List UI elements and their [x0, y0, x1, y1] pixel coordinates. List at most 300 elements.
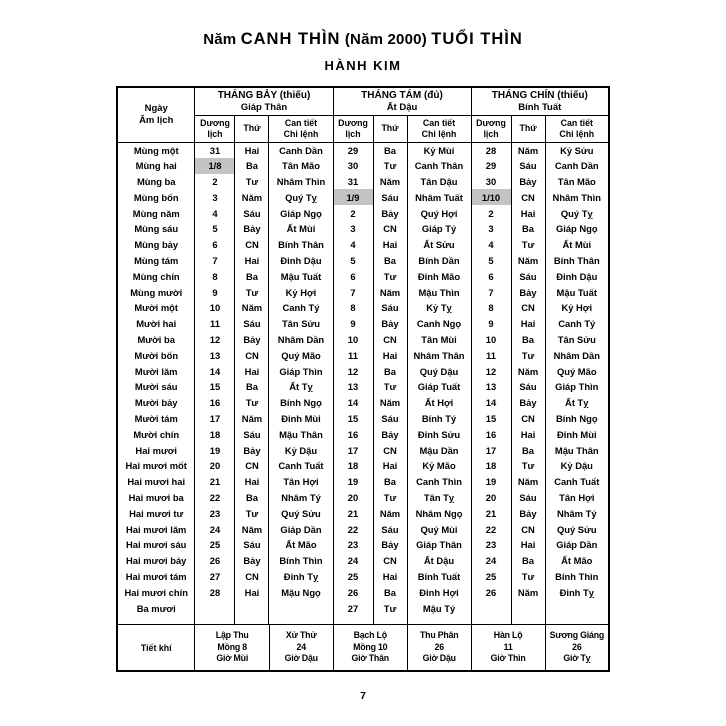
- canchi-cell: Đinh Dậu: [269, 253, 333, 269]
- tiet-khi-entry: Xử Thử 24 Giờ Dậu: [269, 625, 333, 670]
- weekday-cell: Bảy: [373, 316, 407, 332]
- weekday-cell: Tư: [235, 174, 269, 190]
- canchi-cell: Giáp Ngọ: [545, 221, 609, 237]
- canchi-cell: Giáp Ngọ: [269, 205, 333, 221]
- solar-date-cell: 16: [333, 426, 373, 442]
- solar-date-cell: 10: [471, 332, 511, 348]
- weekday-cell: Sáu: [235, 316, 269, 332]
- lunar-day-label: Mùng hai: [135, 160, 177, 172]
- solar-date-cell: 1/10: [471, 189, 511, 205]
- canchi-cell: Kỷ Hợi: [269, 284, 333, 300]
- solar-date-cell: 17: [333, 442, 373, 458]
- lunar-day-label: Mùng một: [133, 144, 179, 156]
- canchi-cell: Canh Tý: [269, 300, 333, 316]
- canchi-cell: Kỷ Tỵ: [407, 300, 471, 316]
- month-header: [195, 87, 333, 115]
- solar-date-cell: 9: [471, 316, 511, 332]
- table-row: [117, 426, 609, 442]
- weekday-cell: Tư: [373, 379, 407, 395]
- solar-date-cell: 12: [471, 363, 511, 379]
- solar-date-cell: 21: [471, 505, 511, 521]
- table-row: [117, 458, 609, 474]
- table-row: [117, 600, 609, 616]
- page-subtitle: HÀNH KIM: [324, 58, 402, 73]
- lunar-day-label: Mười bảy: [134, 397, 178, 409]
- solar-date-cell: 29: [333, 142, 373, 158]
- tiet-khi-entry: Bạch Lộ Mồng 10 Giờ Thân: [351, 630, 389, 664]
- canchi-cell: Tân Hợi: [269, 474, 333, 490]
- canchi-cell: Ất Mão: [269, 537, 333, 553]
- weekday-cell: Tư: [373, 490, 407, 506]
- tiet-khi-cell: [333, 625, 471, 671]
- solar-date-cell: 13: [333, 379, 373, 395]
- canchi-cell: Mậu Dần: [407, 442, 471, 458]
- tiet-khi-row: [117, 625, 609, 671]
- lunar-day-label: Mùng năm: [132, 207, 180, 219]
- canchi-cell: Bính Tuất: [407, 569, 471, 585]
- tiet-khi-cell: [195, 625, 333, 671]
- canchi-cell: Canh Ngọ: [407, 316, 471, 332]
- month-header: [471, 87, 609, 115]
- lunar-day-label: Mùng sáu: [134, 223, 179, 235]
- lunar-day-label: Hai mươi tám: [125, 570, 187, 582]
- canchi-cell: Mậu Ngọ: [269, 584, 333, 600]
- weekday-cell: Bảy: [511, 505, 545, 521]
- table-row: [117, 363, 609, 379]
- solar-date-cell: 28: [195, 584, 235, 600]
- solar-date-cell: 2: [195, 174, 235, 190]
- table-row: [117, 221, 609, 237]
- lunar-day-label: Mười một: [134, 302, 179, 314]
- weekday-cell: Bảy: [235, 332, 269, 348]
- canchi-cell: Quý Tỵ: [269, 189, 333, 205]
- page-number: 7: [360, 690, 366, 702]
- weekday-cell: Ba: [511, 442, 545, 458]
- weekday-cell: CN: [373, 221, 407, 237]
- weekday-cell: Sáu: [235, 426, 269, 442]
- lunar-calendar-table: [116, 86, 610, 672]
- table-row: [117, 521, 609, 537]
- table-row: [117, 379, 609, 395]
- weekday-cell: Ba: [511, 553, 545, 569]
- weekday-cell: Tư: [373, 268, 407, 284]
- solar-date-cell: 24: [471, 553, 511, 569]
- weekday-cell: Hai: [511, 316, 545, 332]
- weekday-cell: Ba: [235, 490, 269, 506]
- solar-date-cell: 18: [195, 426, 235, 442]
- solar-date-cell: 22: [195, 490, 235, 506]
- weekday-cell: Tư: [511, 237, 545, 253]
- solar-date-cell: 7: [471, 284, 511, 300]
- solar-date-cell: 7: [195, 253, 235, 269]
- canchi-cell: Kỷ Mão: [407, 458, 471, 474]
- weekday-cell: Ba: [373, 474, 407, 490]
- canchi-cell: Ất Mùi: [269, 221, 333, 237]
- solar-date-cell: 28: [471, 142, 511, 158]
- table-row: [117, 569, 609, 585]
- tiet-khi-entry: Sương Giáng 26 Giờ Tỵ: [545, 625, 608, 670]
- weekday-cell: Năm: [511, 474, 545, 490]
- lunar-day-label: Hai mươi hai: [127, 476, 186, 488]
- solar-date-cell: 14: [333, 395, 373, 411]
- title-age: TUỔI THÌN: [431, 30, 523, 48]
- weekday-cell: Năm: [511, 584, 545, 600]
- canchi-cell: Canh Thìn: [407, 474, 471, 490]
- solar-date-cell: 20: [471, 490, 511, 506]
- canchi-cell: Bính Ngọ: [545, 411, 609, 427]
- weekday-cell: Ba: [373, 363, 407, 379]
- canchi-cell: Canh Thân: [407, 158, 471, 174]
- solar-date-cell: 12: [195, 332, 235, 348]
- table-row: [117, 316, 609, 332]
- canchi-cell: Mậu Tý: [407, 600, 471, 616]
- solar-date-cell: 4: [333, 237, 373, 253]
- weekday-cell: Hai: [511, 537, 545, 553]
- solar-date-cell: 5: [333, 253, 373, 269]
- canchi-cell: Bính Thân: [545, 253, 609, 269]
- canchi-cell: Nhâm Dần: [545, 347, 609, 363]
- canchi-cell: Mậu Thân: [545, 442, 609, 458]
- canchi-cell: Bính Dần: [407, 253, 471, 269]
- canchi-cell: Tân Hợi: [545, 490, 609, 506]
- canchi-cell: Tân Mùi: [407, 332, 471, 348]
- solar-date-cell: 16: [195, 395, 235, 411]
- solar-date-cell: 18: [333, 458, 373, 474]
- canchi-cell: Canh Tý: [545, 316, 609, 332]
- solar-date-cell: 26: [471, 584, 511, 600]
- col-header-duong-lich: Dương lịch: [471, 115, 511, 142]
- table-row: [117, 553, 609, 569]
- solar-date-cell: 22: [471, 521, 511, 537]
- table-row: [117, 332, 609, 348]
- canchi-cell: Giáp Dần: [545, 537, 609, 553]
- solar-date-cell: 13: [471, 379, 511, 395]
- lunar-day-label: Hai mươi sáu: [126, 539, 187, 551]
- canchi-cell: Giáp Tý: [407, 221, 471, 237]
- canchi-cell: Ất Tỵ: [545, 395, 609, 411]
- solar-date-cell: 1/8: [195, 158, 235, 174]
- table-row: [117, 395, 609, 411]
- lunar-day-label: Mùng chín: [132, 270, 180, 282]
- canchi-cell: Kỷ Hợi: [545, 300, 609, 316]
- weekday-cell: CN: [373, 553, 407, 569]
- col-header-thu: Thứ: [511, 115, 545, 142]
- weekday-cell: Sáu: [235, 205, 269, 221]
- lunar-day-label: Mùng mười: [130, 286, 183, 298]
- solar-date-cell: 22: [333, 521, 373, 537]
- col-header-thu: Thứ: [235, 115, 269, 142]
- canchi-cell: Giáp Thìn: [545, 379, 609, 395]
- solar-date-cell: 23: [333, 537, 373, 553]
- tiet-khi-entry: Hàn Lộ 11 Giờ Thìn: [490, 630, 526, 664]
- canchi-cell: Giáp Thìn: [269, 363, 333, 379]
- solar-date-cell: 15: [333, 411, 373, 427]
- lunar-day-label: Mười tám: [134, 412, 178, 424]
- weekday-cell: Ba: [373, 142, 407, 158]
- weekday-cell: Hai: [511, 205, 545, 221]
- canchi-cell: Mậu Tuất: [269, 268, 333, 284]
- lunar-day-label: Hai mươi bảy: [126, 555, 187, 567]
- col-header-duong-lich: Dương lịch: [195, 115, 235, 142]
- weekday-cell: Bảy: [235, 221, 269, 237]
- canchi-cell: Bính Ngọ: [269, 395, 333, 411]
- solar-date-cell: 29: [471, 158, 511, 174]
- weekday-cell: Bảy: [511, 395, 545, 411]
- canchi-cell: Nhâm Ngọ: [407, 505, 471, 521]
- canchi-cell: Nhâm Thìn: [269, 174, 333, 190]
- canchi-cell: Giáp Dần: [269, 521, 333, 537]
- canchi-cell: Đinh Dậu: [545, 268, 609, 284]
- month-name: THÁNG CHÍN (thiếu): [491, 89, 588, 101]
- solar-date-cell: 17: [471, 442, 511, 458]
- weekday-cell: Sáu: [373, 521, 407, 537]
- solar-date-cell: 24: [195, 521, 235, 537]
- weekday-cell: Hai: [373, 237, 407, 253]
- weekday-cell: Bảy: [511, 174, 545, 190]
- month-canchi: Bính Tuất: [518, 101, 562, 113]
- solar-date-cell: 13: [195, 347, 235, 363]
- solar-date-cell: 6: [195, 237, 235, 253]
- table-row: [117, 284, 609, 300]
- solar-date-cell: 31: [195, 142, 235, 158]
- canchi-cell: Canh Dần: [545, 158, 609, 174]
- solar-date-cell: 20: [195, 458, 235, 474]
- weekday-cell: Năm: [235, 300, 269, 316]
- canchi-cell: Nhâm Thìn: [545, 189, 609, 205]
- solar-date-cell: 2: [471, 205, 511, 221]
- solar-date-cell: 8: [471, 300, 511, 316]
- solar-date-cell: 30: [333, 158, 373, 174]
- lunar-day-label: Mười sáu: [134, 381, 178, 393]
- solar-date-cell: 27: [333, 600, 373, 616]
- solar-date-cell: 16: [471, 426, 511, 442]
- solar-date-cell: 4: [195, 205, 235, 221]
- solar-date-cell: 23: [471, 537, 511, 553]
- table-row: [117, 268, 609, 284]
- table-row: [117, 142, 609, 158]
- weekday-cell: CN: [511, 411, 545, 427]
- solar-date-cell: 3: [195, 189, 235, 205]
- solar-date-cell: 14: [195, 363, 235, 379]
- weekday-cell: Sáu: [235, 537, 269, 553]
- month-name: THÁNG BẢY (thiếu): [217, 89, 311, 101]
- canchi-cell: Tân Mão: [269, 158, 333, 174]
- col-header-duong-lich: Dương lịch: [333, 115, 373, 142]
- table-row: [117, 347, 609, 363]
- canchi-cell: Quý Mão: [269, 347, 333, 363]
- weekday-cell: Năm: [235, 411, 269, 427]
- canchi-cell: Nhâm Thân: [407, 347, 471, 363]
- canchi-cell: Đinh Mùi: [269, 411, 333, 427]
- lunar-day-label: Mùng ba: [136, 175, 176, 187]
- solar-date-cell: 17: [195, 411, 235, 427]
- lunar-day-label: Hai mươi ba: [128, 491, 184, 503]
- canchi-cell: Đinh Mùi: [545, 426, 609, 442]
- weekday-cell: Sáu: [373, 189, 407, 205]
- weekday-cell: Hai: [373, 347, 407, 363]
- lunar-day-label: Mùng bảy: [134, 239, 179, 251]
- canchi-cell: Ất Mùi: [545, 237, 609, 253]
- canchi-cell: Nhâm Tuất: [407, 189, 471, 205]
- lunar-day-label: Hai mươi: [135, 444, 178, 456]
- solar-date-cell: 25: [471, 569, 511, 585]
- solar-date-cell: 4: [471, 237, 511, 253]
- weekday-cell: Hai: [373, 458, 407, 474]
- weekday-cell: Năm: [373, 395, 407, 411]
- weekday-cell: Bảy: [235, 442, 269, 458]
- weekday-cell: [511, 600, 545, 616]
- solar-date-cell: 19: [471, 474, 511, 490]
- canchi-cell: Tân Dậu: [407, 174, 471, 190]
- table-row: [117, 537, 609, 553]
- canchi-cell: Ất Tỵ: [269, 379, 333, 395]
- weekday-cell: Bảy: [373, 426, 407, 442]
- weekday-cell: Ba: [235, 379, 269, 395]
- canchi-cell: [269, 600, 333, 616]
- weekday-cell: Ba: [235, 268, 269, 284]
- solar-date-cell: 9: [333, 316, 373, 332]
- canchi-cell: Mậu Tuất: [545, 284, 609, 300]
- month-canchi: Giáp Thân: [240, 101, 288, 113]
- canchi-cell: Quý Mão: [545, 363, 609, 379]
- solar-date-cell: 31: [333, 174, 373, 190]
- canchi-cell: Kỷ Dậu: [545, 458, 609, 474]
- canchi-cell: Bính Thân: [269, 237, 333, 253]
- lunar-day-label: Hai mươi chín: [124, 586, 188, 598]
- weekday-cell: Năm: [373, 505, 407, 521]
- canchi-cell: Kỷ Mùi: [407, 142, 471, 158]
- solar-date-cell: 10: [333, 332, 373, 348]
- weekday-cell: Ba: [511, 221, 545, 237]
- weekday-cell: CN: [373, 332, 407, 348]
- canchi-cell: Canh Tuất: [545, 474, 609, 490]
- table-row: [117, 490, 609, 506]
- solar-date-cell: 3: [333, 221, 373, 237]
- weekday-cell: Tư: [373, 600, 407, 616]
- weekday-cell: Năm: [373, 284, 407, 300]
- solar-date-cell: 18: [471, 458, 511, 474]
- canchi-cell: Tân Sửu: [545, 332, 609, 348]
- canchi-cell: Ất Sửu: [407, 237, 471, 253]
- lunar-day-label: Mười chín: [133, 428, 180, 440]
- lunar-day-label: Mười lăm: [134, 365, 178, 377]
- solar-date-cell: 26: [333, 584, 373, 600]
- month-canchi: Ất Dậu: [386, 101, 418, 113]
- lunar-day-label: Hai mươi mốt: [125, 460, 187, 472]
- solar-date-cell: 5: [195, 221, 235, 237]
- title-year-paren: (Năm 2000): [344, 31, 427, 48]
- corner-header: Ngày Âm lịch: [117, 87, 195, 142]
- solar-date-cell: 8: [333, 300, 373, 316]
- canchi-cell: Giáp Thân: [407, 537, 471, 553]
- spacer-row: [117, 616, 609, 625]
- weekday-cell: Hai: [235, 142, 269, 158]
- canchi-cell: Tân Tỵ: [407, 490, 471, 506]
- solar-date-cell: 23: [195, 505, 235, 521]
- solar-date-cell: 3: [471, 221, 511, 237]
- month-name: THÁNG TÁM (đủ): [361, 89, 443, 101]
- canchi-cell: Ất Dậu: [407, 553, 471, 569]
- solar-date-cell: 6: [333, 268, 373, 284]
- solar-date-cell: 25: [195, 537, 235, 553]
- canchi-cell: Mậu Thân: [269, 426, 333, 442]
- weekday-cell: CN: [511, 300, 545, 316]
- canchi-cell: Đinh Hợi: [407, 584, 471, 600]
- lunar-day-label: Hai mươi lăm: [126, 523, 187, 535]
- weekday-cell: CN: [235, 237, 269, 253]
- canchi-cell: Bính Thìn: [269, 553, 333, 569]
- canchi-cell: Đinh Tỵ: [269, 569, 333, 585]
- lunar-day-label: Mùng bốn: [133, 191, 179, 203]
- canchi-cell: Kỷ Sửu: [545, 142, 609, 158]
- weekday-cell: Hai: [511, 426, 545, 442]
- weekday-cell: Hai: [235, 474, 269, 490]
- lunar-day-label: Mùng tám: [134, 254, 179, 266]
- weekday-cell: CN: [373, 442, 407, 458]
- month-header-row: [117, 87, 609, 115]
- canchi-cell: Nhâm Dần: [269, 332, 333, 348]
- weekday-cell: Năm: [511, 142, 545, 158]
- weekday-cell: CN: [235, 569, 269, 585]
- title-year-name: CANH THÌN: [240, 30, 341, 48]
- weekday-cell: Ba: [235, 158, 269, 174]
- solar-date-cell: 24: [333, 553, 373, 569]
- table-row: [117, 474, 609, 490]
- weekday-cell: Sáu: [511, 490, 545, 506]
- canchi-cell: Đinh Mão: [407, 268, 471, 284]
- canchi-cell: Kỷ Dậu: [269, 442, 333, 458]
- lunar-day-label: Mười hai: [136, 318, 177, 330]
- table-row: [117, 174, 609, 190]
- table-row: [117, 189, 609, 205]
- month-header: [333, 87, 471, 115]
- canchi-cell: Đinh Tỵ: [545, 584, 609, 600]
- table-row: [117, 300, 609, 316]
- canchi-cell: Nhâm Tý: [269, 490, 333, 506]
- weekday-cell: Hai: [235, 253, 269, 269]
- lunar-day-label: Ba mươi: [136, 602, 176, 614]
- weekday-cell: Bảy: [511, 284, 545, 300]
- table-row: [117, 411, 609, 427]
- weekday-cell: Tư: [511, 347, 545, 363]
- solar-date-cell: 21: [195, 474, 235, 490]
- solar-date-cell: 30: [471, 174, 511, 190]
- canchi-cell: Giáp Tuất: [407, 379, 471, 395]
- solar-date-cell: 19: [195, 442, 235, 458]
- solar-date-cell: 1/9: [333, 189, 373, 205]
- canchi-cell: Bính Tý: [407, 411, 471, 427]
- canchi-cell: Quý Sửu: [269, 505, 333, 521]
- weekday-cell: Sáu: [511, 379, 545, 395]
- weekday-cell: Ba: [373, 253, 407, 269]
- canchi-cell: Quý Dậu: [407, 363, 471, 379]
- table-row: [117, 205, 609, 221]
- col-header-can-chi: Can tiết Chi lệnh: [407, 115, 471, 142]
- solar-date-cell: 11: [195, 316, 235, 332]
- weekday-cell: [235, 600, 269, 616]
- weekday-cell: Ba: [511, 332, 545, 348]
- weekday-cell: Sáu: [373, 411, 407, 427]
- col-header-can-chi: Can tiết Chi lệnh: [545, 115, 609, 142]
- weekday-cell: Năm: [235, 189, 269, 205]
- tiet-khi-entry: Lập Thu Mồng 8 Giờ Mùi: [215, 630, 249, 664]
- tiet-khi-cell: [471, 625, 609, 671]
- weekday-cell: Sáu: [373, 300, 407, 316]
- solar-date-cell: 27: [195, 569, 235, 585]
- weekday-cell: Tư: [235, 284, 269, 300]
- solar-date-cell: 20: [333, 490, 373, 506]
- lunar-day-label: Mười ba: [137, 333, 175, 345]
